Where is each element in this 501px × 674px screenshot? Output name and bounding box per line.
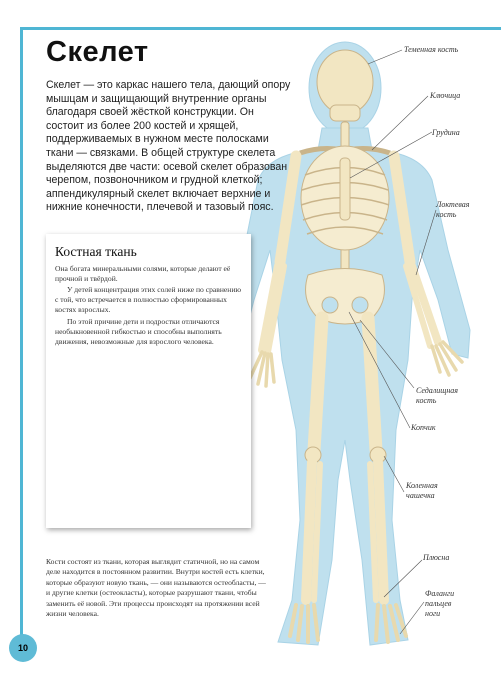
- label-ischium: Седалищная кость: [416, 386, 459, 405]
- label-ulna: Локтевая кость: [436, 200, 470, 219]
- page-number: 10: [9, 634, 37, 662]
- label-parietal-bone: Теменная кость: [404, 45, 459, 54]
- box-paragraph-3: По этой причине дети и подростки отличаются необыкновенной гибкостью и способны выполнять движения, невозможные для взрослого человека.: [55, 317, 222, 347]
- bone-tissue-box: [46, 234, 251, 528]
- sternum: [340, 158, 350, 220]
- bottom-paragraph: Кости состоят из ткани, которая выглядит статичной, но на самом деле находится в постоянном развитии. Внутри костей есть клетки, которые образуют новую ткань, — они называются остеобласты, — и другие клетки (остеокласты), которые разрушают ткани, чтобы заменить её новой. Эти процессы происходят на протяжении всей жизни человека.: [46, 557, 266, 619]
- label-clavicle: Ключица: [430, 91, 461, 100]
- page-title: Скелет: [46, 36, 149, 68]
- right-femur: [368, 318, 376, 450]
- skull: [317, 50, 373, 114]
- box-title: Костная ткань: [55, 244, 137, 259]
- box-paragraph-2: У детей концентрация этих солей ниже по сравнению с той, что встречается в полностью сформированных костях взрослых.: [55, 285, 242, 315]
- intro-paragraph: Скелет — это каркас нашего тела, дающий опору мышцам и защищающий внутренние органы благодаря своей жёсткой конструкции. Он состоит из более 200 костей и хрящей, поддерживаемых в нужном месте полосками ткани — связками. В общей структуре скелета выделяются две части: осевой скелет образован черепом, позвоночником и грудной клеткой; аппендикулярный скелет включает верхние и нижние конечности, плечевой и тазовый пояс.: [46, 79, 291, 214]
- label-patella: Коленная чашечка: [406, 481, 438, 500]
- label-coccyx: Копчик: [411, 423, 436, 432]
- box-paragraph-1: Она богата минеральными солями, которые делают её прочной и твёрдой.: [55, 264, 231, 284]
- label-sternum: Грудина: [432, 128, 460, 137]
- label-metatarsus: Плюсна: [423, 553, 450, 562]
- label-phalanges: Фаланги пальцев ноги: [425, 589, 455, 618]
- left-femur: [314, 318, 322, 450]
- left-hand: [250, 352, 274, 386]
